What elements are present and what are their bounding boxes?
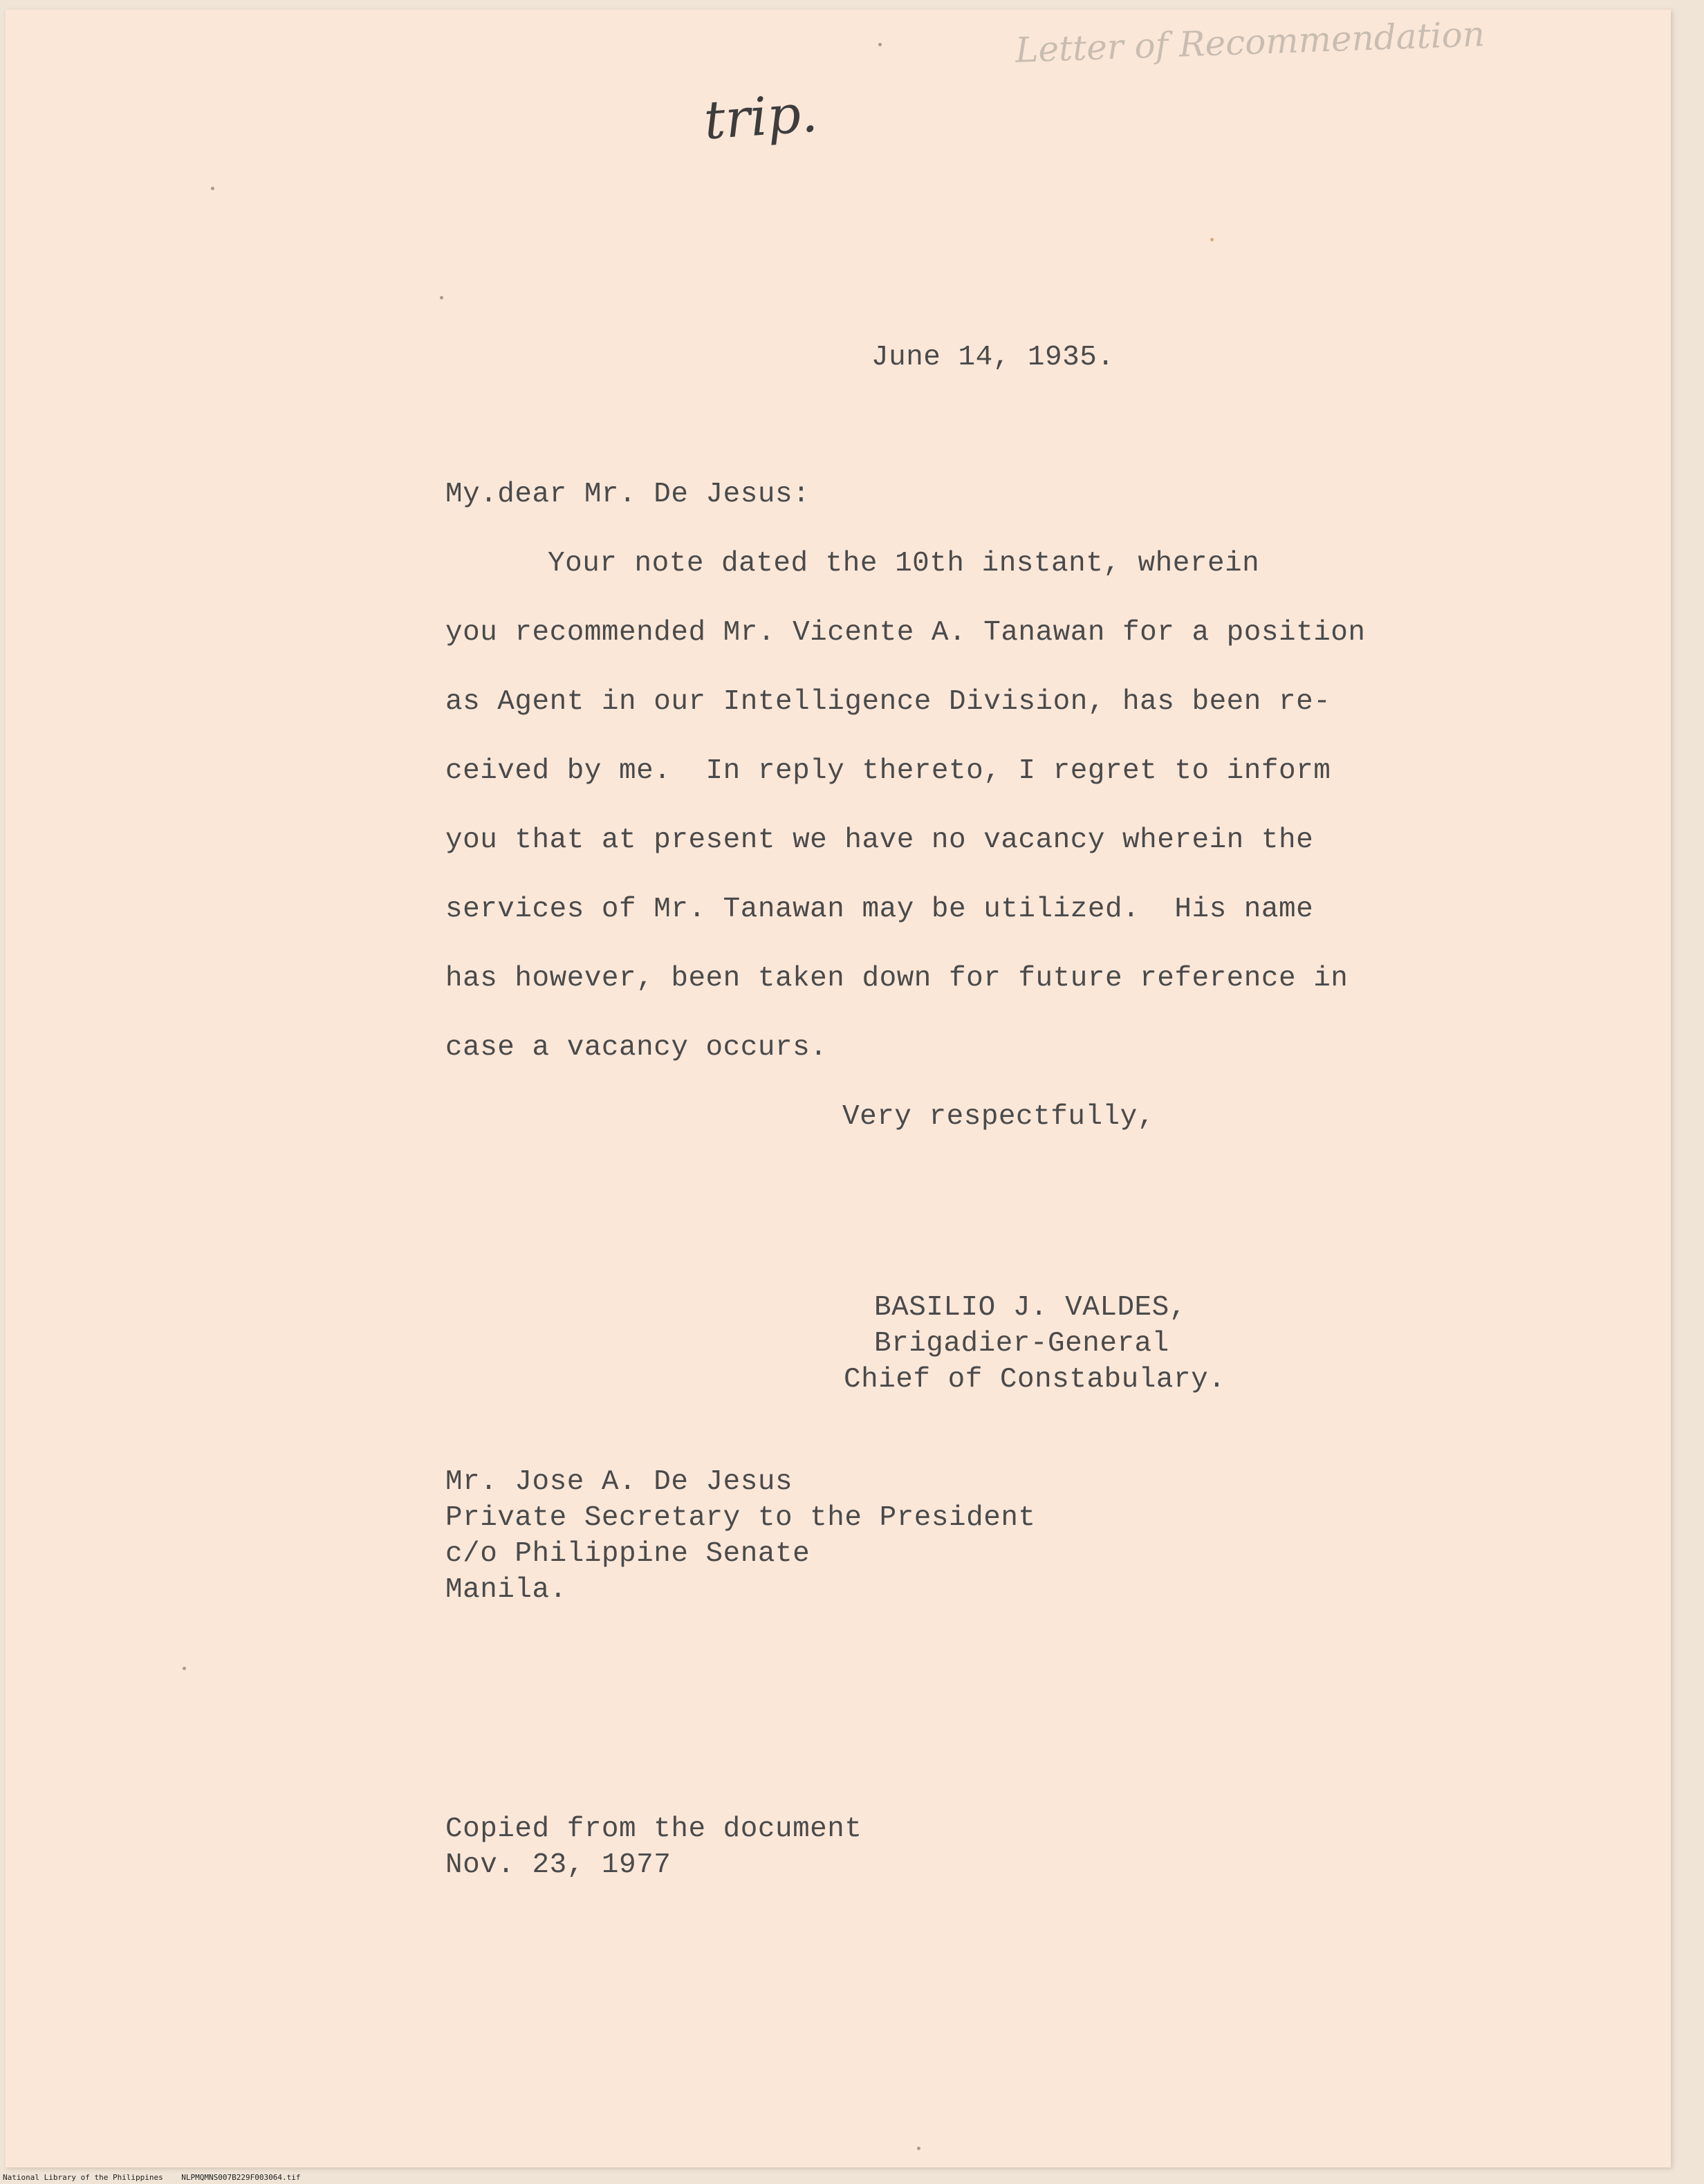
addressee-line: Manila. (445, 1574, 567, 1606)
letter-closing: Very respectfully, (842, 1101, 1155, 1133)
body-line: ceived by me. In reply thereto, I regret to inform (445, 755, 1331, 787)
body-line: services of Mr. Tanawan may be utilized. His name (445, 894, 1314, 925)
addressee-line: Private Secretary to the President (445, 1502, 1036, 1534)
letter-date: June 14, 1935. (871, 342, 1115, 373)
handwritten-trip-note: trip. (702, 82, 819, 151)
archive-file-caption: National Library of the Philippines NLPMQMNS007B229F003064.tif (3, 2173, 301, 2182)
body-line: as Agent in our Intelligence Division, has been re- (445, 686, 1331, 718)
body-line: has however, been taken down for future reference in (445, 963, 1349, 994)
signer-rank: Brigadier-General (874, 1328, 1169, 1360)
body-line: Your note dated the 10th instant, wherein (548, 548, 1260, 580)
paper-speck (211, 187, 214, 190)
letter-page (6, 10, 1671, 2167)
paper-speck (1210, 238, 1214, 241)
addressee-line: c/o Philippine Senate (445, 1538, 811, 1570)
addressee-line: Mr. Jose A. De Jesus (445, 1466, 793, 1498)
letter-salutation: My.dear Mr. De Jesus: (445, 479, 811, 510)
copy-note-line: Copied from the document (445, 1813, 862, 1845)
signer-name: BASILIO J. VALDES, (874, 1292, 1187, 1324)
body-line: case a vacancy occurs. (445, 1032, 828, 1064)
body-line: you that at present we have no vacancy wherein the (445, 824, 1314, 856)
handwritten-title-note: Letter of Recommendation (1015, 14, 1485, 71)
paper-speck (440, 296, 443, 299)
copy-note-line: Nov. 23, 1977 (445, 1849, 672, 1881)
paper-speck (183, 1667, 186, 1670)
paper-speck (917, 2147, 920, 2150)
paper-speck (878, 43, 882, 46)
body-line: you recommended Mr. Vicente A. Tanawan for a position (445, 617, 1366, 649)
signer-title: Chief of Constabulary. (844, 1364, 1226, 1396)
